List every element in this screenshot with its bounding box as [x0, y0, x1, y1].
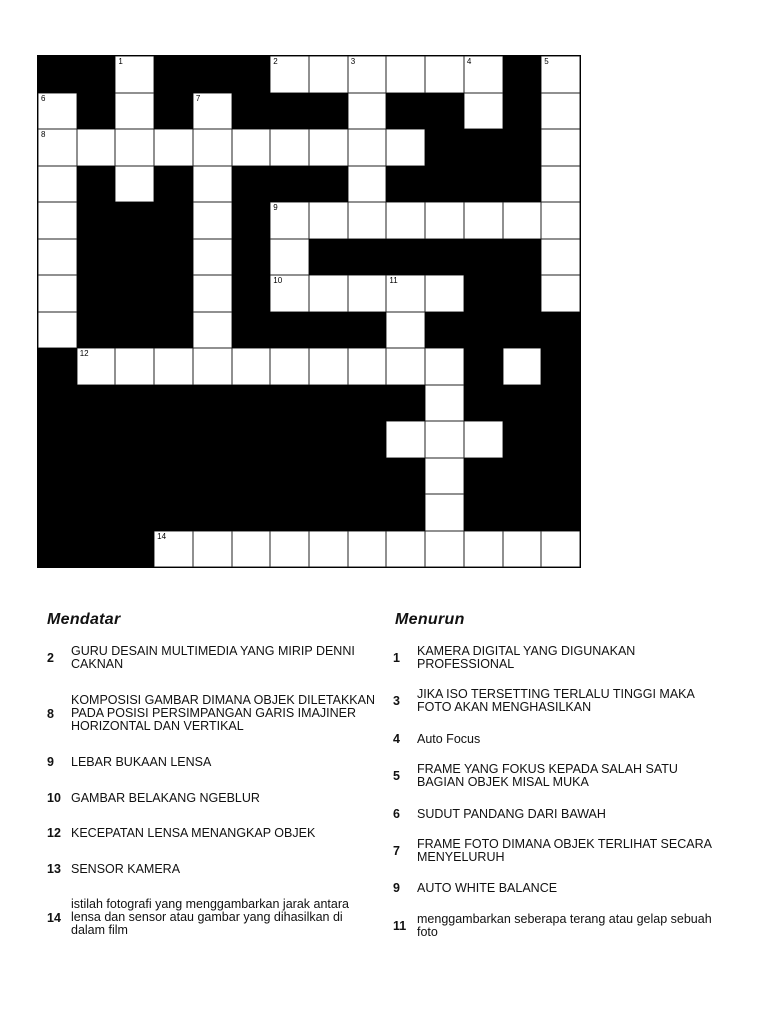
grid-cell-white[interactable]	[386, 202, 425, 239]
grid-cell-white[interactable]	[193, 93, 232, 130]
grid-cell-black	[464, 275, 503, 312]
clue-down-1	[393, 645, 723, 671]
grid-cell-black	[309, 494, 348, 531]
grid-cell-black	[464, 494, 503, 531]
clue-number: 3	[393, 694, 400, 708]
grid-cell-white[interactable]	[270, 275, 309, 312]
grid-cell-white[interactable]	[464, 202, 503, 239]
grid-cell-white[interactable]	[309, 531, 348, 568]
grid-cell-white[interactable]	[425, 458, 464, 495]
grid-cell-black	[115, 458, 154, 495]
grid-cell-black	[77, 202, 116, 239]
grid-cell-white[interactable]	[348, 275, 387, 312]
grid-cell-white[interactable]	[386, 56, 425, 93]
grid-cell-black	[425, 93, 464, 130]
grid-cell-white[interactable]	[425, 421, 464, 458]
grid-cell-black	[77, 531, 116, 568]
grid-cell-black	[154, 166, 193, 203]
clue-across-14	[47, 898, 377, 937]
clue-down-6	[393, 807, 723, 821]
grid-cell-black	[386, 93, 425, 130]
grid-cell-black	[503, 166, 542, 203]
grid-cell-black	[503, 421, 542, 458]
grid-cell-black	[541, 348, 580, 385]
grid-cell-black	[270, 312, 309, 349]
grid-cell-black	[464, 348, 503, 385]
grid-cell-black	[541, 312, 580, 349]
grid-cell-white[interactable]	[115, 93, 154, 130]
grid-cell-black	[77, 56, 116, 93]
grid-cell-black	[503, 275, 542, 312]
grid-cell-black	[154, 494, 193, 531]
grid-cell-black	[77, 93, 116, 130]
clue-text: SENSOR KAMERA	[71, 861, 181, 876]
grid-cell-black	[503, 385, 542, 422]
grid-cell-white[interactable]	[38, 166, 77, 203]
grid-cell-white[interactable]	[270, 202, 309, 239]
grid-cell-white[interactable]	[115, 129, 154, 166]
grid-cell-black	[541, 494, 580, 531]
grid-cell-white[interactable]	[309, 56, 348, 93]
grid-cell-white[interactable]	[38, 93, 77, 130]
grid-cell-black	[348, 385, 387, 422]
grid-cell-black	[270, 421, 309, 458]
grid-cell-white[interactable]	[193, 275, 232, 312]
clue-down-7	[393, 838, 723, 864]
grid-cell-white[interactable]	[425, 531, 464, 568]
cell-number: 2	[273, 57, 278, 66]
grid-cell-black	[232, 202, 271, 239]
grid-cell-black	[193, 421, 232, 458]
clue-across-9	[47, 755, 377, 769]
grid-cell-black	[386, 385, 425, 422]
clue-text: KOMPOSISI GAMBAR DIMANA OBJEK DILETAKKAN PADA POSISI PERSIMPANGAN GARIS IMAJINER HORIZONTAL DAN VERTIKAL	[71, 693, 376, 733]
grid-cell-white[interactable]	[270, 348, 309, 385]
grid-cell-black	[464, 166, 503, 203]
grid-cell-black	[38, 385, 77, 422]
grid-cell-black	[154, 239, 193, 276]
clue-number: 6	[393, 807, 400, 821]
clue-number: 9	[393, 881, 400, 895]
grid-cell-black	[386, 239, 425, 276]
grid-cell-black	[115, 239, 154, 276]
grid-cell-black	[348, 458, 387, 495]
crossword-grid	[37, 55, 581, 568]
clue-text: AUTO WHITE BALANCE	[417, 880, 558, 895]
grid-cell-white[interactable]	[541, 129, 580, 166]
clue-text: LEBAR BUKAAN LENSA	[71, 754, 212, 769]
grid-cell-black	[232, 166, 271, 203]
grid-cell-white[interactable]	[464, 93, 503, 130]
grid-cell-white[interactable]	[386, 275, 425, 312]
grid-cell-black	[464, 312, 503, 349]
clue-text: GAMBAR BELAKANG NGEBLUR	[71, 790, 260, 805]
grid-cell-white[interactable]	[115, 348, 154, 385]
grid-cell-black	[232, 93, 271, 130]
cell-number: 12	[79, 349, 89, 358]
grid-cell-white[interactable]	[541, 166, 580, 203]
clue-text: FRAME FOTO DIMANA OBJEK TERLIHAT SECARA MENYELURUH	[417, 837, 712, 864]
cell-number: 11	[389, 276, 398, 285]
grid-cell-black	[154, 56, 193, 93]
grid-cell-black	[115, 275, 154, 312]
grid-cell-white[interactable]	[503, 348, 542, 385]
grid-cell-white[interactable]	[38, 129, 77, 166]
grid-cell-white[interactable]	[232, 348, 271, 385]
grid-cell-white[interactable]	[541, 93, 580, 130]
grid-cell-black	[232, 494, 271, 531]
grid-cell-black	[270, 385, 309, 422]
grid-cell-white[interactable]	[425, 275, 464, 312]
grid-cell-black	[115, 531, 154, 568]
clue-text: menggambarkan seberapa terang atau gelap sebuah foto	[417, 912, 712, 939]
clue-number: 1	[393, 651, 400, 665]
grid-cell-white[interactable]	[541, 202, 580, 239]
grid-cell-black	[464, 239, 503, 276]
grid-cell-white[interactable]	[309, 129, 348, 166]
grid-cell-white[interactable]	[232, 531, 271, 568]
grid-cell-white[interactable]	[464, 421, 503, 458]
clue-number: 9	[47, 755, 54, 769]
grid-cell-black	[77, 458, 116, 495]
clue-down-9	[393, 881, 723, 895]
grid-cell-white[interactable]	[541, 56, 580, 93]
grid-cell-white[interactable]	[38, 202, 77, 239]
grid-cell-black	[232, 421, 271, 458]
grid-cell-black	[77, 312, 116, 349]
grid-cell-white[interactable]	[464, 531, 503, 568]
grid-cell-black	[232, 458, 271, 495]
clue-number: 11	[393, 919, 407, 933]
grid-cell-white[interactable]	[386, 421, 425, 458]
grid-cell-white[interactable]	[154, 129, 193, 166]
grid-cell-black	[309, 166, 348, 203]
cell-number: 5	[544, 57, 549, 66]
cell-number: 8	[41, 130, 46, 139]
grid-cell-white[interactable]	[348, 531, 387, 568]
grid-cell-black	[425, 312, 464, 349]
grid-cell-black	[232, 239, 271, 276]
grid-cell-black	[38, 494, 77, 531]
grid-cell-white[interactable]	[386, 312, 425, 349]
grid-cell-black	[115, 494, 154, 531]
grid-cell-black	[541, 385, 580, 422]
grid-cell-black	[503, 239, 542, 276]
grid-cell-black	[503, 129, 542, 166]
grid-cell-black	[503, 494, 542, 531]
clue-number: 2	[47, 651, 54, 665]
grid-cell-white[interactable]	[348, 93, 387, 130]
grid-cell-black	[154, 275, 193, 312]
grid-cell-black	[425, 129, 464, 166]
clue-text: JIKA ISO TERSETTING TERLALU TINGGI MAKA FOTO AKAN MENGHASILKAN	[417, 687, 695, 714]
menurun-title: Menurun	[395, 611, 465, 628]
grid-cell-black	[154, 93, 193, 130]
grid-cell-black	[193, 385, 232, 422]
grid-cell-black	[232, 56, 271, 93]
cell-number: 14	[157, 531, 167, 541]
grid-cell-black	[77, 239, 116, 276]
clue-down-11	[393, 913, 723, 939]
mendatar-title: Mendatar	[47, 611, 121, 628]
grid-cell-black	[38, 531, 77, 568]
grid-cell-white[interactable]	[348, 202, 387, 239]
grid-cell-white[interactable]	[154, 348, 193, 385]
grid-cell-black	[464, 129, 503, 166]
grid-cell-white[interactable]	[193, 312, 232, 349]
grid-cell-black	[193, 56, 232, 93]
grid-cell-black	[348, 421, 387, 458]
grid-cell-white[interactable]	[425, 202, 464, 239]
clue-across-13	[47, 862, 377, 876]
grid-cell-black	[348, 312, 387, 349]
grid-cell-black	[38, 56, 77, 93]
grid-cell-white[interactable]	[348, 129, 387, 166]
grid-cell-white[interactable]	[154, 531, 193, 568]
grid-cell-white[interactable]	[77, 348, 116, 385]
clue-text: Auto Focus	[417, 731, 481, 746]
grid-cell-white[interactable]	[425, 385, 464, 422]
clue-number: 8	[47, 706, 54, 721]
grid-cell-white[interactable]	[193, 129, 232, 166]
grid-cell-white[interactable]	[270, 531, 309, 568]
clue-down-3	[393, 688, 723, 714]
grid-cell-white[interactable]	[193, 239, 232, 276]
grid-cell-black	[154, 421, 193, 458]
clue-number: 7	[393, 844, 400, 858]
grid-cell-white[interactable]	[503, 531, 542, 568]
grid-cell-white[interactable]	[309, 348, 348, 385]
cell-number: 9	[273, 203, 278, 212]
grid-cell-black	[115, 385, 154, 422]
grid-cell-black	[309, 93, 348, 130]
grid-cell-black	[154, 385, 193, 422]
grid-cell-white[interactable]	[425, 494, 464, 531]
grid-cell-white[interactable]	[77, 129, 116, 166]
cell-number: 1	[118, 57, 123, 66]
clue-number: 12	[47, 826, 61, 840]
cell-number: 6	[41, 93, 46, 103]
grid-cell-black	[503, 458, 542, 495]
clue-across-12	[47, 826, 377, 840]
grid-cell-black	[270, 458, 309, 495]
grid-cell-white[interactable]	[38, 239, 77, 276]
clue-number: 14	[47, 910, 61, 925]
grid-cell-black	[503, 56, 542, 93]
grid-cell-black	[270, 93, 309, 130]
clue-text: istilah fotografi yang menggambarkan jarak antara lensa dan sensor atau gambar yang dihasilkan di dalam film	[71, 897, 349, 937]
grid-cell-black	[77, 166, 116, 203]
grid-cell-black	[77, 421, 116, 458]
grid-cell-white[interactable]	[115, 56, 154, 93]
grid-cell-black	[386, 458, 425, 495]
grid-cell-white[interactable]	[541, 275, 580, 312]
grid-cell-white[interactable]	[386, 531, 425, 568]
grid-cell-white[interactable]	[193, 348, 232, 385]
clue-across-2	[47, 645, 377, 671]
grid-cell-black	[38, 458, 77, 495]
grid-cell-white[interactable]	[386, 129, 425, 166]
grid-cell-black	[270, 494, 309, 531]
grid-cell-white[interactable]	[232, 129, 271, 166]
grid-cell-black	[309, 312, 348, 349]
grid-cell-black	[464, 458, 503, 495]
grid-cell-black	[309, 385, 348, 422]
grid-cell-white[interactable]	[541, 239, 580, 276]
grid-cell-white[interactable]	[309, 202, 348, 239]
grid-cell-black	[503, 93, 542, 130]
grid-cell-black	[38, 421, 77, 458]
grid-cell-black	[115, 312, 154, 349]
grid-cell-black	[115, 202, 154, 239]
grid-cell-white[interactable]	[309, 275, 348, 312]
clue-number: 5	[393, 769, 400, 783]
grid-cell-black	[38, 348, 77, 385]
clue-across-10	[47, 791, 377, 805]
grid-cell-black	[77, 385, 116, 422]
grid-cell-white[interactable]	[38, 275, 77, 312]
grid-cell-black	[386, 166, 425, 203]
grid-cell-black	[348, 239, 387, 276]
clue-number: 10	[47, 791, 61, 805]
grid-cell-white[interactable]	[464, 56, 503, 93]
grid-cell-white[interactable]	[193, 166, 232, 203]
grid-cell-black	[425, 166, 464, 203]
grid-cell-black	[115, 421, 154, 458]
grid-cell-black	[425, 239, 464, 276]
clue-text: KECEPATAN LENSA MENANGKAP OBJEK	[71, 825, 316, 840]
clue-text: SUDUT PANDANG DARI BAWAH	[417, 806, 606, 821]
grid-cell-white[interactable]	[270, 239, 309, 276]
clue-text: GURU DESAIN MULTIMEDIA YANG MIRIP DENNI CAKNAN	[71, 644, 355, 671]
clue-text: KAMERA DIGITAL YANG DIGUNAKAN PROFESSIONAL	[417, 644, 636, 671]
grid-cell-white[interactable]	[38, 312, 77, 349]
grid-cell-black	[232, 312, 271, 349]
cell-number: 4	[466, 57, 472, 66]
grid-cell-black	[541, 458, 580, 495]
grid-cell-white[interactable]	[425, 56, 464, 93]
grid-cell-white[interactable]	[541, 531, 580, 568]
clue-number: 4	[393, 732, 400, 746]
grid-cell-white[interactable]	[270, 129, 309, 166]
clue-down-5	[393, 763, 723, 789]
grid-cell-black	[270, 166, 309, 203]
grid-cell-black	[193, 458, 232, 495]
grid-cell-white[interactable]	[425, 348, 464, 385]
grid-cell-white[interactable]	[503, 202, 542, 239]
clue-number: 13	[47, 862, 61, 876]
grid-cell-black	[232, 385, 271, 422]
grid-cell-white[interactable]	[193, 531, 232, 568]
grid-cell-white[interactable]	[193, 202, 232, 239]
grid-cell-black	[154, 202, 193, 239]
grid-cell-black	[464, 385, 503, 422]
grid-cell-white[interactable]	[386, 348, 425, 385]
grid-cell-black	[541, 421, 580, 458]
clue-text: FRAME YANG FOKUS KEPADA SALAH SATU BAGIAN OBJEK MISAL MUKA	[417, 762, 678, 789]
cell-number: 7	[195, 93, 201, 103]
grid-cell-black	[348, 494, 387, 531]
grid-cell-black	[193, 494, 232, 531]
grid-cell-black	[77, 275, 116, 312]
grid-cell-black	[503, 312, 542, 349]
cell-number: 10	[273, 276, 283, 285]
clue-across-8	[47, 694, 377, 733]
grid-cell-white[interactable]	[348, 166, 387, 203]
grid-cell-black	[386, 494, 425, 531]
grid-cell-white[interactable]	[270, 56, 309, 93]
grid-cell-black	[77, 494, 116, 531]
grid-cell-black	[232, 275, 271, 312]
grid-cell-black	[154, 458, 193, 495]
grid-cell-white[interactable]	[348, 56, 387, 93]
grid-cell-black	[309, 421, 348, 458]
cell-number: 3	[350, 57, 356, 66]
grid-cell-white[interactable]	[348, 348, 387, 385]
grid-cell-black	[309, 239, 348, 276]
grid-cell-white[interactable]	[115, 166, 154, 203]
grid-cell-black	[309, 458, 348, 495]
grid-cell-black	[154, 312, 193, 349]
clue-down-4	[393, 732, 723, 746]
